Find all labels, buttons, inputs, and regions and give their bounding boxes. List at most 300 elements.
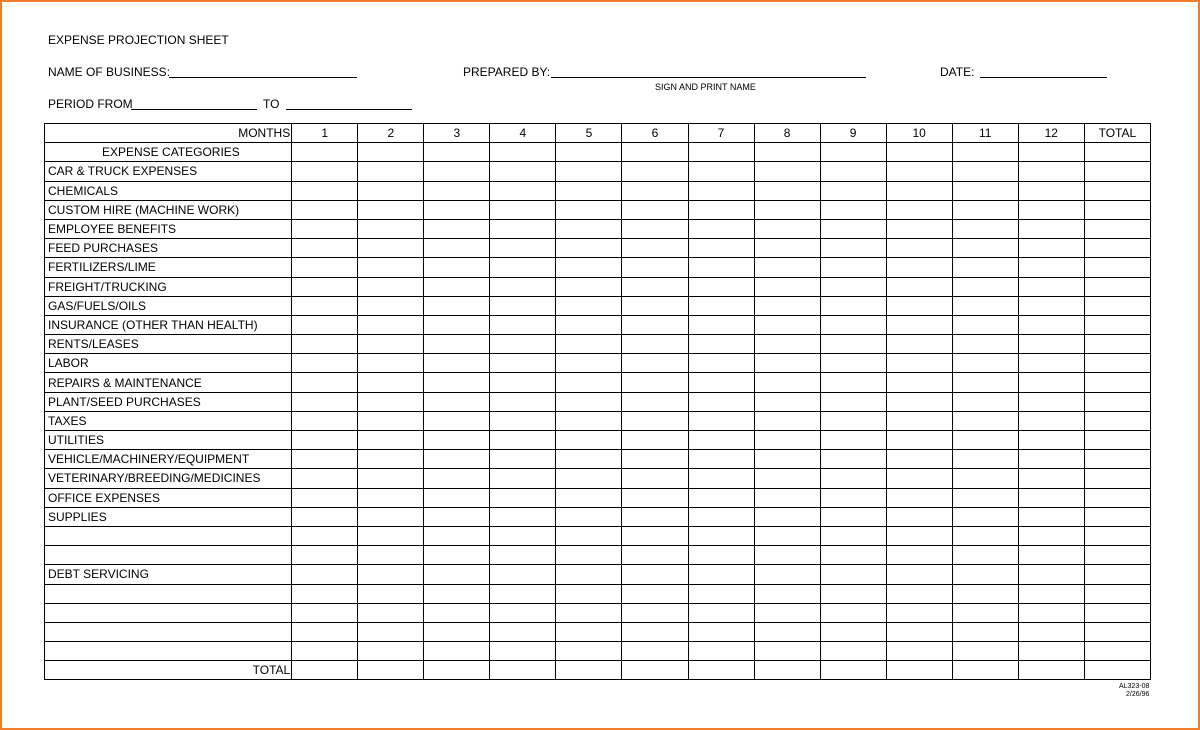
entry-cell[interactable] <box>820 450 886 469</box>
entry-cell[interactable] <box>886 354 952 373</box>
entry-cell[interactable] <box>490 373 556 392</box>
entry-cell[interactable] <box>556 239 622 258</box>
entry-cell[interactable] <box>1018 411 1084 430</box>
entry-cell[interactable] <box>688 162 754 181</box>
entry-cell[interactable] <box>622 258 688 277</box>
entry-cell[interactable] <box>1018 200 1084 219</box>
entry-cell[interactable] <box>1084 642 1150 661</box>
entry-cell[interactable] <box>820 488 886 507</box>
entry-cell[interactable] <box>490 584 556 603</box>
entry-cell[interactable] <box>358 277 424 296</box>
entry-cell[interactable] <box>292 143 358 162</box>
entry-cell[interactable] <box>490 315 556 334</box>
entry-cell[interactable] <box>1018 488 1084 507</box>
entry-cell[interactable] <box>820 239 886 258</box>
entry-cell[interactable] <box>292 469 358 488</box>
entry-cell[interactable] <box>688 469 754 488</box>
entry-cell[interactable] <box>1084 488 1150 507</box>
entry-cell[interactable] <box>292 431 358 450</box>
entry-cell[interactable] <box>556 335 622 354</box>
entry-cell[interactable] <box>688 488 754 507</box>
entry-cell[interactable] <box>1018 565 1084 584</box>
entry-cell[interactable] <box>754 143 820 162</box>
entry-cell[interactable] <box>556 546 622 565</box>
entry-cell[interactable] <box>820 219 886 238</box>
entry-cell[interactable] <box>424 546 490 565</box>
entry-cell[interactable] <box>754 315 820 334</box>
entry-cell[interactable] <box>886 200 952 219</box>
entry-cell[interactable] <box>820 335 886 354</box>
entry-cell[interactable] <box>886 392 952 411</box>
entry-cell[interactable] <box>424 239 490 258</box>
entry-cell[interactable] <box>424 315 490 334</box>
entry-cell[interactable] <box>292 603 358 622</box>
entry-cell[interactable] <box>754 277 820 296</box>
entry-cell[interactable] <box>886 277 952 296</box>
entry-cell[interactable] <box>754 488 820 507</box>
entry-cell[interactable] <box>424 450 490 469</box>
entry-cell[interactable] <box>556 488 622 507</box>
entry-cell[interactable] <box>622 603 688 622</box>
entry-cell[interactable] <box>358 315 424 334</box>
entry-cell[interactable] <box>556 277 622 296</box>
entry-cell[interactable] <box>424 411 490 430</box>
entry-cell[interactable] <box>754 546 820 565</box>
entry-cell[interactable] <box>688 431 754 450</box>
entry-cell[interactable] <box>754 239 820 258</box>
entry-cell[interactable] <box>1084 239 1150 258</box>
entry-cell[interactable] <box>688 584 754 603</box>
entry-cell[interactable] <box>952 507 1018 526</box>
entry-cell[interactable] <box>622 584 688 603</box>
entry-cell[interactable] <box>424 162 490 181</box>
entry-cell[interactable] <box>1084 335 1150 354</box>
entry-cell[interactable] <box>622 565 688 584</box>
entry-cell[interactable] <box>688 622 754 641</box>
entry-cell[interactable] <box>820 392 886 411</box>
entry-cell[interactable] <box>490 162 556 181</box>
entry-cell[interactable] <box>688 277 754 296</box>
entry-cell[interactable] <box>754 565 820 584</box>
entry-cell[interactable] <box>358 526 424 545</box>
entry-cell[interactable] <box>754 373 820 392</box>
entry-cell[interactable] <box>820 296 886 315</box>
entry-cell[interactable] <box>424 354 490 373</box>
entry-cell[interactable] <box>556 162 622 181</box>
entry-cell[interactable] <box>886 239 952 258</box>
entry-cell[interactable] <box>424 584 490 603</box>
entry-cell[interactable] <box>820 181 886 200</box>
entry-cell[interactable] <box>556 450 622 469</box>
entry-cell[interactable] <box>820 622 886 641</box>
entry-cell[interactable] <box>490 277 556 296</box>
entry-cell[interactable] <box>292 526 358 545</box>
entry-cell[interactable] <box>358 296 424 315</box>
entry-cell[interactable] <box>952 450 1018 469</box>
entry-cell[interactable] <box>358 584 424 603</box>
entry-cell[interactable] <box>622 354 688 373</box>
entry-cell[interactable] <box>1018 181 1084 200</box>
entry-cell[interactable] <box>292 354 358 373</box>
entry-cell[interactable] <box>886 507 952 526</box>
entry-cell[interactable] <box>556 143 622 162</box>
entry-cell[interactable] <box>556 507 622 526</box>
entry-cell[interactable] <box>886 565 952 584</box>
entry-cell[interactable] <box>754 526 820 545</box>
entry-cell[interactable] <box>820 258 886 277</box>
entry-cell[interactable] <box>622 622 688 641</box>
entry-cell[interactable] <box>886 642 952 661</box>
entry-cell[interactable] <box>1018 239 1084 258</box>
entry-cell[interactable] <box>292 450 358 469</box>
entry-cell[interactable] <box>1018 315 1084 334</box>
entry-cell[interactable] <box>688 200 754 219</box>
entry-cell[interactable] <box>292 277 358 296</box>
entry-cell[interactable] <box>556 392 622 411</box>
entry-cell[interactable] <box>556 219 622 238</box>
entry-cell[interactable] <box>358 258 424 277</box>
entry-cell[interactable] <box>556 603 622 622</box>
entry-cell[interactable] <box>556 258 622 277</box>
entry-cell[interactable] <box>556 661 622 680</box>
entry-cell[interactable] <box>688 296 754 315</box>
entry-cell[interactable] <box>886 603 952 622</box>
period-to-field[interactable] <box>286 109 412 110</box>
entry-cell[interactable] <box>952 181 1018 200</box>
entry-cell[interactable] <box>820 565 886 584</box>
entry-cell[interactable] <box>556 296 622 315</box>
entry-cell[interactable] <box>622 411 688 430</box>
entry-cell[interactable] <box>490 200 556 219</box>
entry-cell[interactable] <box>952 546 1018 565</box>
entry-cell[interactable] <box>556 200 622 219</box>
entry-cell[interactable] <box>358 622 424 641</box>
entry-cell[interactable] <box>688 315 754 334</box>
entry-cell[interactable] <box>358 239 424 258</box>
entry-cell[interactable] <box>952 277 1018 296</box>
entry-cell[interactable] <box>490 143 556 162</box>
entry-cell[interactable] <box>688 603 754 622</box>
entry-cell[interactable] <box>622 277 688 296</box>
entry-cell[interactable] <box>754 162 820 181</box>
entry-cell[interactable] <box>688 354 754 373</box>
entry-cell[interactable] <box>358 603 424 622</box>
entry-cell[interactable] <box>820 373 886 392</box>
entry-cell[interactable] <box>1084 315 1150 334</box>
entry-cell[interactable] <box>754 392 820 411</box>
entry-cell[interactable] <box>1018 143 1084 162</box>
entry-cell[interactable] <box>358 354 424 373</box>
entry-cell[interactable] <box>952 296 1018 315</box>
entry-cell[interactable] <box>952 411 1018 430</box>
entry-cell[interactable] <box>292 661 358 680</box>
entry-cell[interactable] <box>754 335 820 354</box>
entry-cell[interactable] <box>1018 661 1084 680</box>
entry-cell[interactable] <box>622 661 688 680</box>
entry-cell[interactable] <box>292 296 358 315</box>
entry-cell[interactable] <box>358 469 424 488</box>
entry-cell[interactable] <box>1084 469 1150 488</box>
entry-cell[interactable] <box>292 584 358 603</box>
entry-cell[interactable] <box>688 507 754 526</box>
entry-cell[interactable] <box>886 143 952 162</box>
entry-cell[interactable] <box>424 507 490 526</box>
entry-cell[interactable] <box>886 526 952 545</box>
entry-cell[interactable] <box>1084 277 1150 296</box>
entry-cell[interactable] <box>754 622 820 641</box>
date-field[interactable] <box>980 77 1107 78</box>
entry-cell[interactable] <box>556 354 622 373</box>
entry-cell[interactable] <box>622 526 688 545</box>
entry-cell[interactable] <box>1084 181 1150 200</box>
entry-cell[interactable] <box>490 450 556 469</box>
entry-cell[interactable] <box>688 219 754 238</box>
entry-cell[interactable] <box>490 431 556 450</box>
entry-cell[interactable] <box>1084 526 1150 545</box>
entry-cell[interactable] <box>1084 565 1150 584</box>
entry-cell[interactable] <box>358 143 424 162</box>
entry-cell[interactable] <box>952 469 1018 488</box>
entry-cell[interactable] <box>556 469 622 488</box>
entry-cell[interactable] <box>622 450 688 469</box>
entry-cell[interactable] <box>490 488 556 507</box>
entry-cell[interactable] <box>622 239 688 258</box>
entry-cell[interactable] <box>424 526 490 545</box>
entry-cell[interactable] <box>688 546 754 565</box>
entry-cell[interactable] <box>622 546 688 565</box>
entry-cell[interactable] <box>952 526 1018 545</box>
entry-cell[interactable] <box>358 200 424 219</box>
entry-cell[interactable] <box>358 181 424 200</box>
entry-cell[interactable] <box>952 162 1018 181</box>
entry-cell[interactable] <box>358 219 424 238</box>
entry-cell[interactable] <box>1084 622 1150 641</box>
entry-cell[interactable] <box>1018 373 1084 392</box>
entry-cell[interactable] <box>886 181 952 200</box>
entry-cell[interactable] <box>424 373 490 392</box>
entry-cell[interactable] <box>1084 450 1150 469</box>
entry-cell[interactable] <box>1084 200 1150 219</box>
entry-cell[interactable] <box>490 526 556 545</box>
entry-cell[interactable] <box>292 239 358 258</box>
entry-cell[interactable] <box>886 450 952 469</box>
entry-cell[interactable] <box>1018 335 1084 354</box>
entry-cell[interactable] <box>754 584 820 603</box>
entry-cell[interactable] <box>688 411 754 430</box>
entry-cell[interactable] <box>358 661 424 680</box>
entry-cell[interactable] <box>886 661 952 680</box>
entry-cell[interactable] <box>1084 354 1150 373</box>
entry-cell[interactable] <box>358 450 424 469</box>
entry-cell[interactable] <box>490 181 556 200</box>
entry-cell[interactable] <box>292 546 358 565</box>
entry-cell[interactable] <box>952 392 1018 411</box>
entry-cell[interactable] <box>952 565 1018 584</box>
entry-cell[interactable] <box>1084 162 1150 181</box>
entry-cell[interactable] <box>820 661 886 680</box>
entry-cell[interactable] <box>886 258 952 277</box>
entry-cell[interactable] <box>688 526 754 545</box>
entry-cell[interactable] <box>424 622 490 641</box>
entry-cell[interactable] <box>886 488 952 507</box>
entry-cell[interactable] <box>424 181 490 200</box>
entry-cell[interactable] <box>952 258 1018 277</box>
entry-cell[interactable] <box>1084 507 1150 526</box>
entry-cell[interactable] <box>688 661 754 680</box>
entry-cell[interactable] <box>622 296 688 315</box>
entry-cell[interactable] <box>1084 392 1150 411</box>
entry-cell[interactable] <box>754 354 820 373</box>
entry-cell[interactable] <box>622 488 688 507</box>
entry-cell[interactable] <box>688 143 754 162</box>
entry-cell[interactable] <box>886 622 952 641</box>
entry-cell[interactable] <box>556 181 622 200</box>
entry-cell[interactable] <box>1084 411 1150 430</box>
entry-cell[interactable] <box>490 642 556 661</box>
entry-cell[interactable] <box>556 526 622 545</box>
entry-cell[interactable] <box>292 258 358 277</box>
entry-cell[interactable] <box>754 450 820 469</box>
entry-cell[interactable] <box>490 622 556 641</box>
entry-cell[interactable] <box>688 373 754 392</box>
entry-cell[interactable] <box>358 411 424 430</box>
entry-cell[interactable] <box>688 642 754 661</box>
entry-cell[interactable] <box>688 565 754 584</box>
entry-cell[interactable] <box>358 162 424 181</box>
entry-cell[interactable] <box>1018 277 1084 296</box>
entry-cell[interactable] <box>820 642 886 661</box>
entry-cell[interactable] <box>358 373 424 392</box>
entry-cell[interactable] <box>622 219 688 238</box>
entry-cell[interactable] <box>754 181 820 200</box>
entry-cell[interactable] <box>622 181 688 200</box>
entry-cell[interactable] <box>886 162 952 181</box>
entry-cell[interactable] <box>688 258 754 277</box>
entry-cell[interactable] <box>688 335 754 354</box>
entry-cell[interactable] <box>292 335 358 354</box>
entry-cell[interactable] <box>952 431 1018 450</box>
entry-cell[interactable] <box>754 507 820 526</box>
entry-cell[interactable] <box>952 354 1018 373</box>
entry-cell[interactable] <box>424 642 490 661</box>
entry-cell[interactable] <box>490 335 556 354</box>
entry-cell[interactable] <box>1018 584 1084 603</box>
entry-cell[interactable] <box>292 373 358 392</box>
entry-cell[interactable] <box>820 162 886 181</box>
entry-cell[interactable] <box>820 411 886 430</box>
entry-cell[interactable] <box>556 642 622 661</box>
entry-cell[interactable] <box>292 565 358 584</box>
entry-cell[interactable] <box>292 642 358 661</box>
entry-cell[interactable] <box>424 565 490 584</box>
entry-cell[interactable] <box>1084 143 1150 162</box>
entry-cell[interactable] <box>1084 661 1150 680</box>
entry-cell[interactable] <box>292 200 358 219</box>
entry-cell[interactable] <box>754 469 820 488</box>
entry-cell[interactable] <box>1018 392 1084 411</box>
entry-cell[interactable] <box>424 219 490 238</box>
entry-cell[interactable] <box>490 546 556 565</box>
entry-cell[interactable] <box>886 315 952 334</box>
entry-cell[interactable] <box>424 335 490 354</box>
entry-cell[interactable] <box>1018 296 1084 315</box>
entry-cell[interactable] <box>1018 546 1084 565</box>
prepared-by-field[interactable] <box>551 77 866 78</box>
entry-cell[interactable] <box>1084 603 1150 622</box>
entry-cell[interactable] <box>754 411 820 430</box>
entry-cell[interactable] <box>490 507 556 526</box>
entry-cell[interactable] <box>358 507 424 526</box>
entry-cell[interactable] <box>490 603 556 622</box>
entry-cell[interactable] <box>424 431 490 450</box>
entry-cell[interactable] <box>952 373 1018 392</box>
entry-cell[interactable] <box>886 546 952 565</box>
entry-cell[interactable] <box>886 431 952 450</box>
entry-cell[interactable] <box>292 622 358 641</box>
entry-cell[interactable] <box>622 431 688 450</box>
entry-cell[interactable] <box>622 642 688 661</box>
entry-cell[interactable] <box>952 622 1018 641</box>
entry-cell[interactable] <box>622 335 688 354</box>
entry-cell[interactable] <box>622 162 688 181</box>
entry-cell[interactable] <box>688 450 754 469</box>
entry-cell[interactable] <box>1018 354 1084 373</box>
entry-cell[interactable] <box>424 200 490 219</box>
entry-cell[interactable] <box>1018 162 1084 181</box>
entry-cell[interactable] <box>754 661 820 680</box>
entry-cell[interactable] <box>556 584 622 603</box>
entry-cell[interactable] <box>1084 584 1150 603</box>
entry-cell[interactable] <box>820 200 886 219</box>
entry-cell[interactable] <box>424 661 490 680</box>
entry-cell[interactable] <box>556 315 622 334</box>
entry-cell[interactable] <box>886 219 952 238</box>
entry-cell[interactable] <box>820 603 886 622</box>
entry-cell[interactable] <box>358 546 424 565</box>
entry-cell[interactable] <box>490 258 556 277</box>
entry-cell[interactable] <box>556 411 622 430</box>
entry-cell[interactable] <box>292 219 358 238</box>
entry-cell[interactable] <box>820 526 886 545</box>
entry-cell[interactable] <box>292 488 358 507</box>
entry-cell[interactable] <box>1084 546 1150 565</box>
entry-cell[interactable] <box>688 392 754 411</box>
entry-cell[interactable] <box>820 143 886 162</box>
entry-cell[interactable] <box>820 584 886 603</box>
entry-cell[interactable] <box>952 603 1018 622</box>
entry-cell[interactable] <box>688 239 754 258</box>
entry-cell[interactable] <box>424 258 490 277</box>
entry-cell[interactable] <box>820 469 886 488</box>
entry-cell[interactable] <box>424 296 490 315</box>
entry-cell[interactable] <box>886 373 952 392</box>
entry-cell[interactable] <box>292 392 358 411</box>
entry-cell[interactable] <box>424 603 490 622</box>
entry-cell[interactable] <box>1018 642 1084 661</box>
entry-cell[interactable] <box>490 565 556 584</box>
entry-cell[interactable] <box>952 642 1018 661</box>
entry-cell[interactable] <box>622 507 688 526</box>
entry-cell[interactable] <box>556 565 622 584</box>
entry-cell[interactable] <box>1084 296 1150 315</box>
entry-cell[interactable] <box>820 431 886 450</box>
entry-cell[interactable] <box>292 181 358 200</box>
entry-cell[interactable] <box>820 354 886 373</box>
entry-cell[interactable] <box>424 392 490 411</box>
entry-cell[interactable] <box>424 488 490 507</box>
entry-cell[interactable] <box>556 622 622 641</box>
entry-cell[interactable] <box>952 661 1018 680</box>
